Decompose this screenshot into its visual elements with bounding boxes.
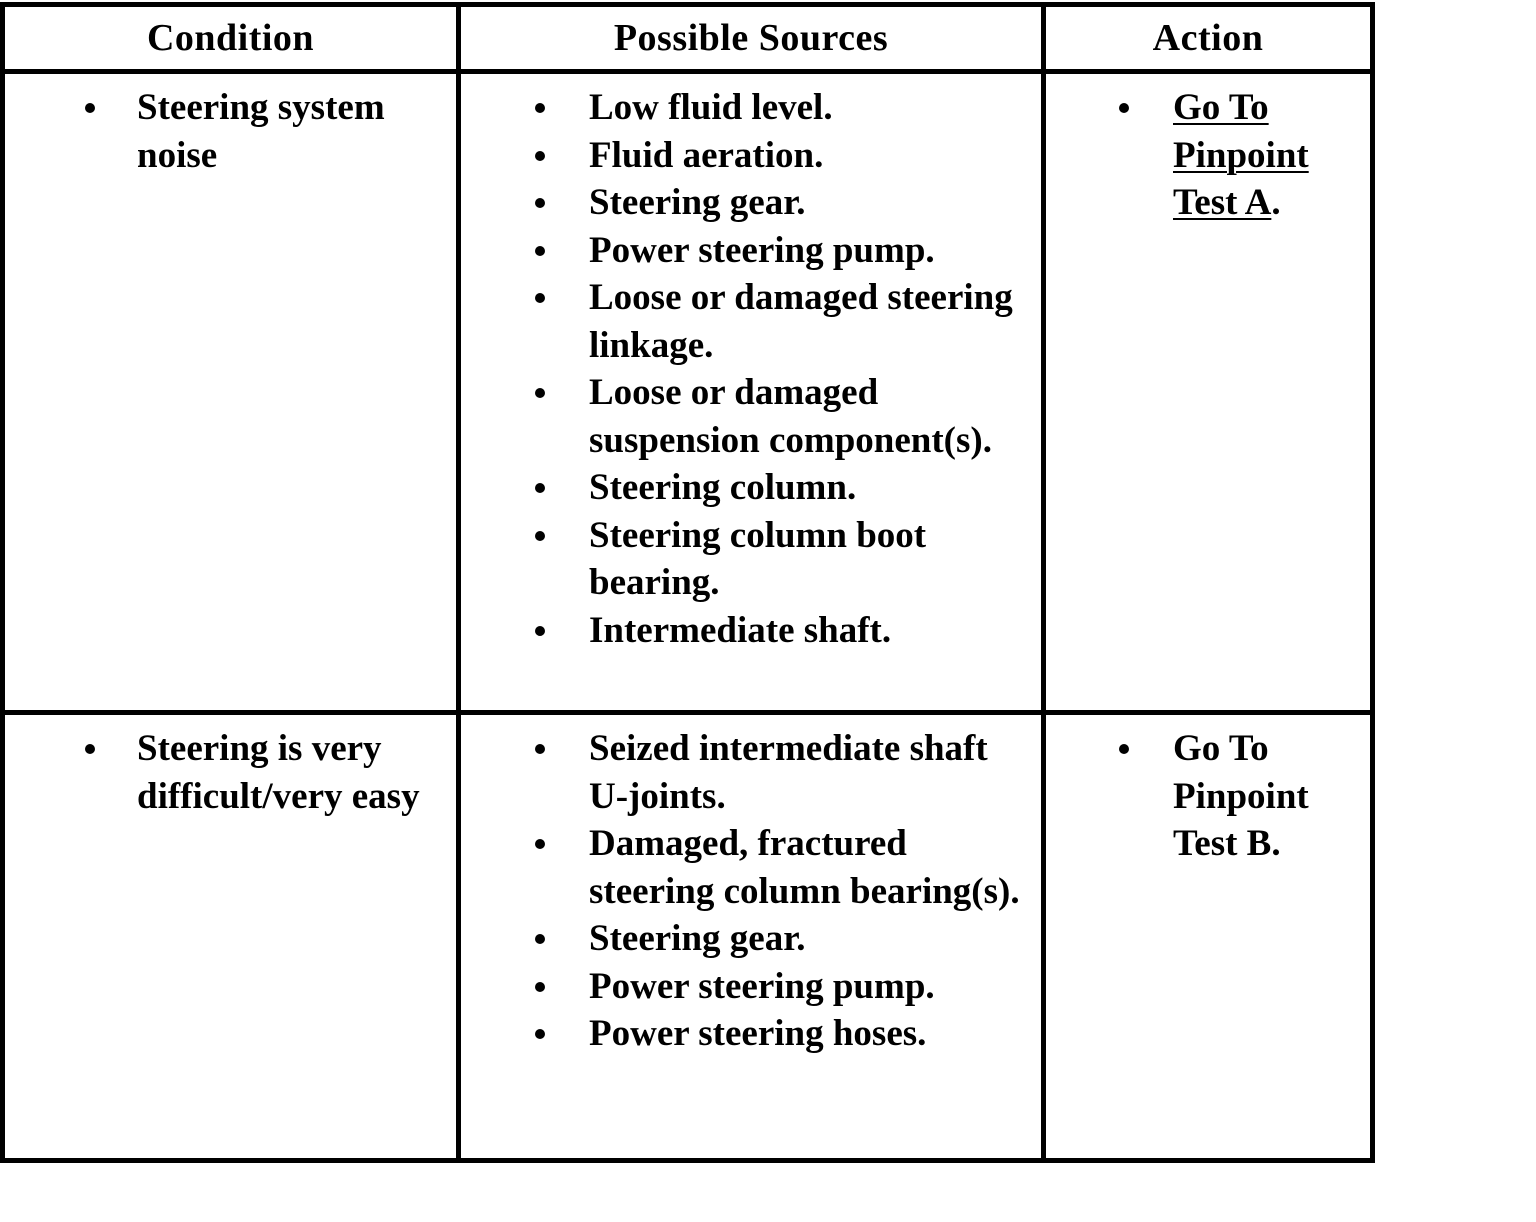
source-text: Power steering pump. (589, 229, 935, 271)
source-text: Steering column. (589, 467, 857, 508)
list-item (1046, 725, 1362, 868)
bullet-icon (535, 1029, 545, 1039)
list-item (5, 725, 446, 820)
list-item (461, 915, 1033, 963)
action-cell (1044, 713, 1373, 1161)
list-item (461, 512, 1033, 607)
action-text: Go To Pinpoint Test B. (1173, 728, 1309, 864)
condition-text: Steering system noise (137, 87, 385, 176)
action-suffix: . (1271, 182, 1281, 223)
sources-list (461, 74, 1041, 654)
source-text: Steering gear. (589, 182, 806, 223)
source-text: Low fluid level. (589, 87, 833, 128)
action-list (1046, 74, 1370, 227)
action-cell (1044, 72, 1373, 713)
bullet-icon (535, 198, 545, 208)
source-text: Fluid aeration. (589, 134, 824, 176)
list-item (461, 179, 1033, 227)
source-text: Loose or damaged steering linkage. (589, 277, 1013, 366)
list-item (461, 464, 1033, 512)
list-item (1046, 84, 1362, 227)
source-text: Steering gear. (589, 918, 806, 959)
sources-list (461, 715, 1041, 1058)
source-text: Power steering pump. (589, 965, 935, 1007)
pinpoint-test-a-link[interactable]: Go To Pinpoint Test A (1173, 87, 1309, 223)
condition-cell (3, 713, 459, 1161)
source-text: Power steering hoses. (589, 1013, 927, 1054)
list-item (461, 227, 1033, 275)
header-row (3, 5, 1373, 72)
list-item (5, 84, 446, 179)
bullet-icon (535, 982, 545, 992)
bullet-icon (535, 934, 545, 944)
source-text: Loose or damaged suspension component(s). (589, 372, 992, 461)
header-condition: Condition (3, 5, 459, 72)
header-possible-sources: Possible Sources (459, 5, 1044, 72)
sources-cell (459, 713, 1044, 1161)
bullet-icon (535, 293, 545, 303)
bullet-icon (1119, 103, 1129, 113)
diagnosis-table (0, 2, 1375, 1163)
condition-list (5, 74, 456, 179)
bullet-icon (85, 744, 95, 754)
bullet-icon (85, 103, 95, 113)
bullet-icon (535, 744, 545, 754)
source-text: Steering column boot bearing. (589, 514, 927, 603)
bullet-icon (535, 483, 545, 493)
bullet-icon (535, 626, 545, 636)
list-item (461, 607, 1033, 655)
bullet-icon (535, 103, 545, 113)
condition-text: Steering is very difficult/very easy (137, 728, 420, 817)
source-text: Damaged, fractured steering column bearing(s). (589, 823, 1020, 912)
list-item (461, 369, 1033, 464)
header-action: Action (1044, 5, 1373, 72)
table-row (3, 713, 1373, 1161)
source-text: Seized intermediate shaft U-joints. (589, 728, 988, 817)
table-row (3, 72, 1373, 713)
list-item (461, 132, 1033, 180)
bullet-icon (535, 839, 545, 849)
sources-cell (459, 72, 1044, 713)
condition-list (5, 715, 456, 820)
list-item (461, 725, 1033, 820)
bullet-icon (1119, 744, 1129, 754)
list-item (461, 1010, 1033, 1058)
source-text: Intermediate shaft. (589, 609, 892, 651)
bullet-icon (535, 151, 545, 161)
action-list (1046, 715, 1370, 868)
bullet-icon (535, 388, 545, 398)
bullet-icon (535, 246, 545, 256)
list-item (461, 84, 1033, 132)
list-item (461, 963, 1033, 1011)
bullet-icon (535, 531, 545, 541)
list-item (461, 274, 1033, 369)
condition-cell (3, 72, 459, 713)
list-item (461, 820, 1033, 915)
